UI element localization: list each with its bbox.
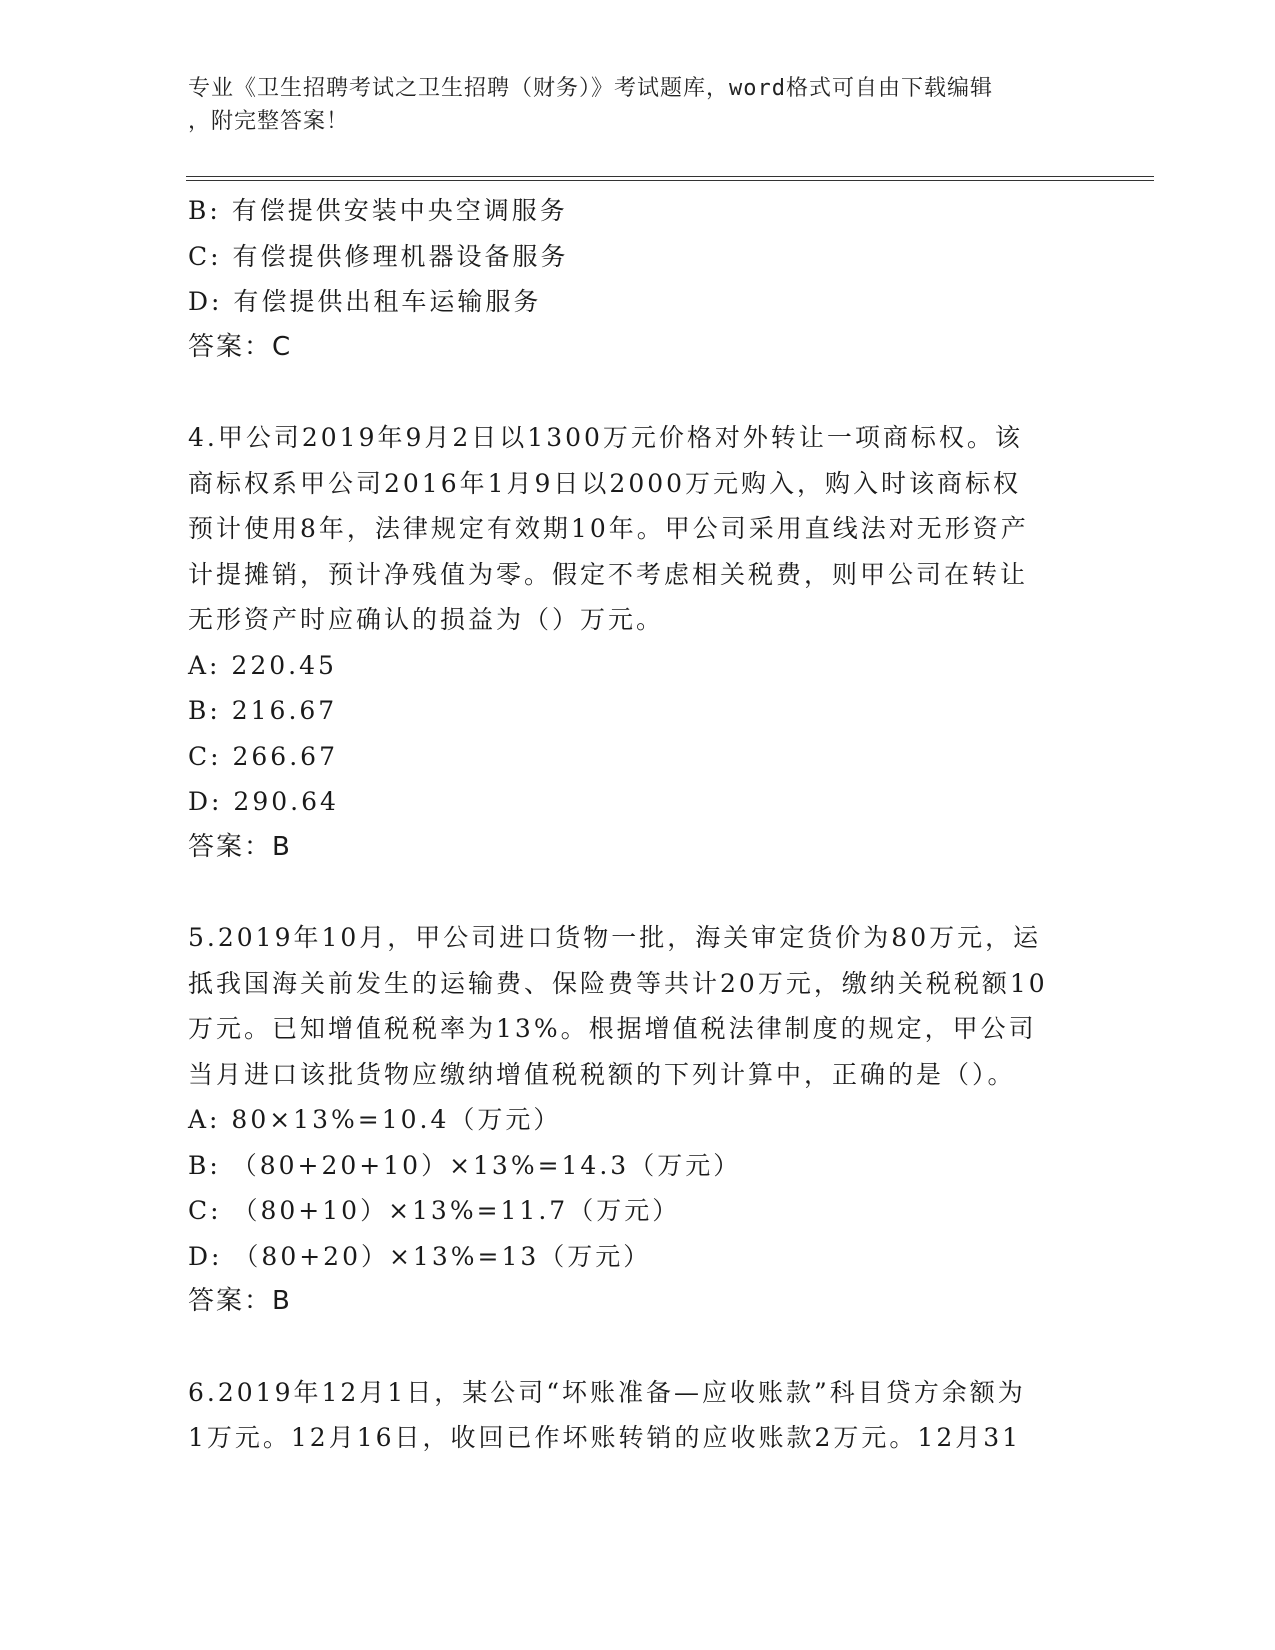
- q6-stem-line: 1万元。12月16日，收回已作坏账转销的应收账款2万元。12月31: [188, 1423, 1022, 1452]
- q4-stem-line: 计提摊销，预计净残值为零。假定不考虑相关税费，则甲公司在转让: [188, 559, 1029, 589]
- q4-option-b: B: 216.67: [188, 696, 338, 725]
- spacer: [188, 870, 1088, 915]
- question-5: [188, 915, 1088, 1325]
- q4-stem-line: 商标权系甲公司2016年1月9日以2000万元购入，购入时该商标权: [188, 468, 1022, 498]
- header-title-line2: ，附完整答案！: [188, 109, 350, 134]
- q5-answer: 答案：B: [188, 1286, 292, 1316]
- q3-answer: 答案：C: [188, 331, 293, 362]
- q5-stem-line: 当月进口该批货物应缴纳增值税税额的下列计算中，正确的是（）。: [188, 1059, 1016, 1089]
- q4-stem-line: 预计使用8年，法律规定有效期10年。甲公司采用直线法对无形资产: [188, 514, 1029, 543]
- question-4: [188, 415, 1088, 870]
- q4-answer: 答案：B: [188, 831, 292, 862]
- q4-option-d: D: 290.64: [188, 787, 339, 816]
- q5-option-c: C: （80+10）×13%=11.7（万元）: [188, 1196, 681, 1225]
- q4-stem-line: 4.甲公司2019年9月2日以1300万元价格对外转让一项商标权。该: [188, 423, 1023, 452]
- question-content: [188, 188, 1088, 1461]
- header-title-line1: 专业《卫生招聘考试之卫生招聘（财务）》考试题库，word格式可自由下载编辑: [188, 76, 993, 101]
- q5-option-d: D: （80+20）×13%=13（万元）: [188, 1241, 652, 1271]
- q5-option-a: A: 80×13%=10.4（万元）: [188, 1105, 562, 1134]
- q5-option-b: B: （80+20+10）×13%=14.3（万元）: [188, 1150, 742, 1180]
- q4-stem-line: 无形资产时应确认的损益为（）万元。: [188, 605, 665, 634]
- q4-option-a: A: 220.45: [188, 650, 337, 680]
- header-divider: [186, 176, 1154, 181]
- q6-stem-line: 6.2019年12月1日，某公司“坏账准备—应收账款”科目贷方余额为: [188, 1377, 1026, 1407]
- question-6: [188, 1370, 1088, 1461]
- q5-stem-line: 5.2019年10月，甲公司进口货物一批，海关审定货价为80万元，运: [188, 923, 1042, 952]
- page-header: [188, 72, 1088, 138]
- spacer: [188, 370, 1088, 415]
- spacer: [188, 1325, 1088, 1370]
- q3-option-c: C: 有偿提供修理机器设备服务: [188, 241, 569, 271]
- q3-option-b: B: 有偿提供安装中央空调服务: [188, 196, 568, 225]
- q3-option-d: D: 有偿提供出租车运输服务: [188, 287, 542, 316]
- q4-option-c: C: 266.67: [188, 741, 338, 771]
- q5-stem-line: 万元。已知增值税税率为13%。根据增值税法律制度的规定，甲公司: [188, 1014, 1037, 1043]
- q5-stem-line: 抵我国海关前发生的运输费、保险费等共计20万元，缴纳关税税额10: [188, 968, 1048, 998]
- question-3-tail: [188, 188, 1088, 370]
